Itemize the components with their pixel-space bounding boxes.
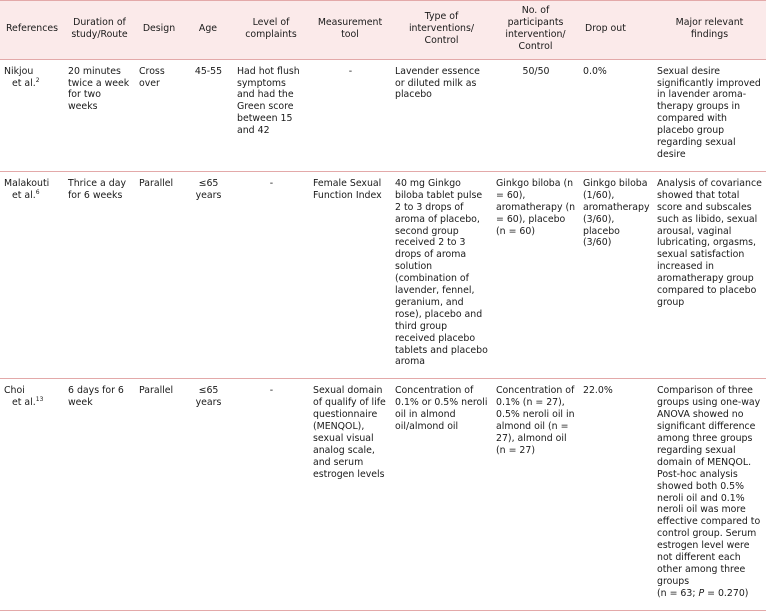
header-duration: Duration of study/Route <box>64 1 135 60</box>
cell-level: Had hot flush symptoms and had the Green score between 15 and 42 <box>237 65 300 137</box>
cell-age: 45-55 <box>194 65 223 77</box>
cell-findings: Sexual desire significantly improved in lavender aroma-therapy groups in compared with placebo group regarding sexual desire <box>657 65 761 160</box>
header-tool: Measurement tool <box>309 1 391 60</box>
cell-duration: Thrice a day for 6 weeks <box>64 171 135 379</box>
cell-participants: Ginkgo biloba (n = 60), aromatherapy (n = 60), placebo (n = 60) <box>492 171 579 379</box>
cell-reference <box>0 379 64 610</box>
cell-dropout: Ginkgo biloba (1/60), aromatherapy (3/60), placebo (3/60) <box>579 171 653 379</box>
table-row <box>0 171 766 379</box>
p-value-label: P <box>698 587 705 599</box>
reference-etal: et al.$^{13}$ <box>12 396 44 409</box>
cell-participants: 50/50 <box>522 65 550 77</box>
cell-age: ≤65 years <box>183 171 233 379</box>
reference-etal: et al.$^6$ <box>12 188 40 201</box>
cell-findings <box>653 379 766 610</box>
reference-citation: 6 <box>35 188 40 196</box>
cell-tool: - <box>348 65 353 77</box>
cell-dropout: 22.0% <box>579 379 653 610</box>
reference-author: Malakouti <box>4 177 50 189</box>
reference-etal: et al.$^2$ <box>12 76 40 89</box>
cell-participants: Concentration of 0.1% (n = 27), 0.5% neroli oil in almond oil (n = 27), almond oil (n = 27) <box>492 379 579 610</box>
cell-level: - <box>233 171 309 379</box>
cell-duration: 20 minutes twice a week for two weeks <box>68 65 130 113</box>
findings-text: Comparison of three groups using one-way ANOVA showed no significant difference among three groups regarding sexual domain of MENQOL. Post-hoc analysis showed both 0.5% neroli oil and 0.1% neroli oil was more effective compared to control group. Serum estrogen level were not different each other among three groups <box>657 385 761 587</box>
table-row <box>0 379 766 610</box>
header-type: Type of interventions/ Control <box>391 1 492 60</box>
reference-author: Nikjou <box>4 65 34 77</box>
header-participants: No. of participants intervention/ Control <box>492 1 579 60</box>
cell-design: Cross over <box>139 65 165 89</box>
cell-reference <box>0 171 64 379</box>
cell-findings: Analysis of covariance showed that total score and subscales such as libido, sexual arousal, vaginal lubricating, orgasms, sexual satisfaction increased in aromatherapy group compared to placebo group <box>653 171 766 379</box>
cell-tool: Female Sexual Function Index <box>309 171 391 379</box>
cell-design: Parallel <box>135 379 183 610</box>
cell-dropout: 0.0% <box>583 65 607 77</box>
cell-type: Concentration of 0.1% or 0.5% neroli oil in almond oil/almond oil <box>391 379 492 610</box>
header-design: Design <box>135 1 183 60</box>
cell-tool: Sexual domain of qualify of life questionnaire (MENQOL), sexual visual analog scale, and serum estrogen levels <box>309 379 391 610</box>
cell-design: Parallel <box>135 171 183 379</box>
cell-reference <box>0 59 64 171</box>
cell-type: 40 mg Ginkgo biloba tablet pulse 2 to 3 drops of aroma of placebo, second group received 2 to 3 drops of aroma solution (combination of lavender, fennel, geranium, and rose), placebo and third group received placebo tablets and placebo aroma <box>391 171 492 379</box>
header-dropout: Drop out <box>579 1 653 60</box>
header-level: Level of complaints <box>233 1 309 60</box>
header-findings: Major relevant findings <box>653 1 766 60</box>
cell-level: - <box>233 379 309 610</box>
reference-citation: 13 <box>35 396 44 404</box>
header-row <box>0 1 766 60</box>
findings-stat: (n = 63; P = 0.270) <box>657 587 749 599</box>
table-row <box>0 59 766 171</box>
header-age: Age <box>183 1 233 60</box>
cell-age: ≤65 years <box>183 379 233 610</box>
header-references: References <box>0 1 64 60</box>
cell-type: Lavender essence or diluted milk as placebo <box>395 65 480 101</box>
reference-citation: 2 <box>35 76 40 84</box>
cell-duration: 6 days for 6 week <box>64 379 135 610</box>
reference-author: Choi <box>4 385 25 397</box>
